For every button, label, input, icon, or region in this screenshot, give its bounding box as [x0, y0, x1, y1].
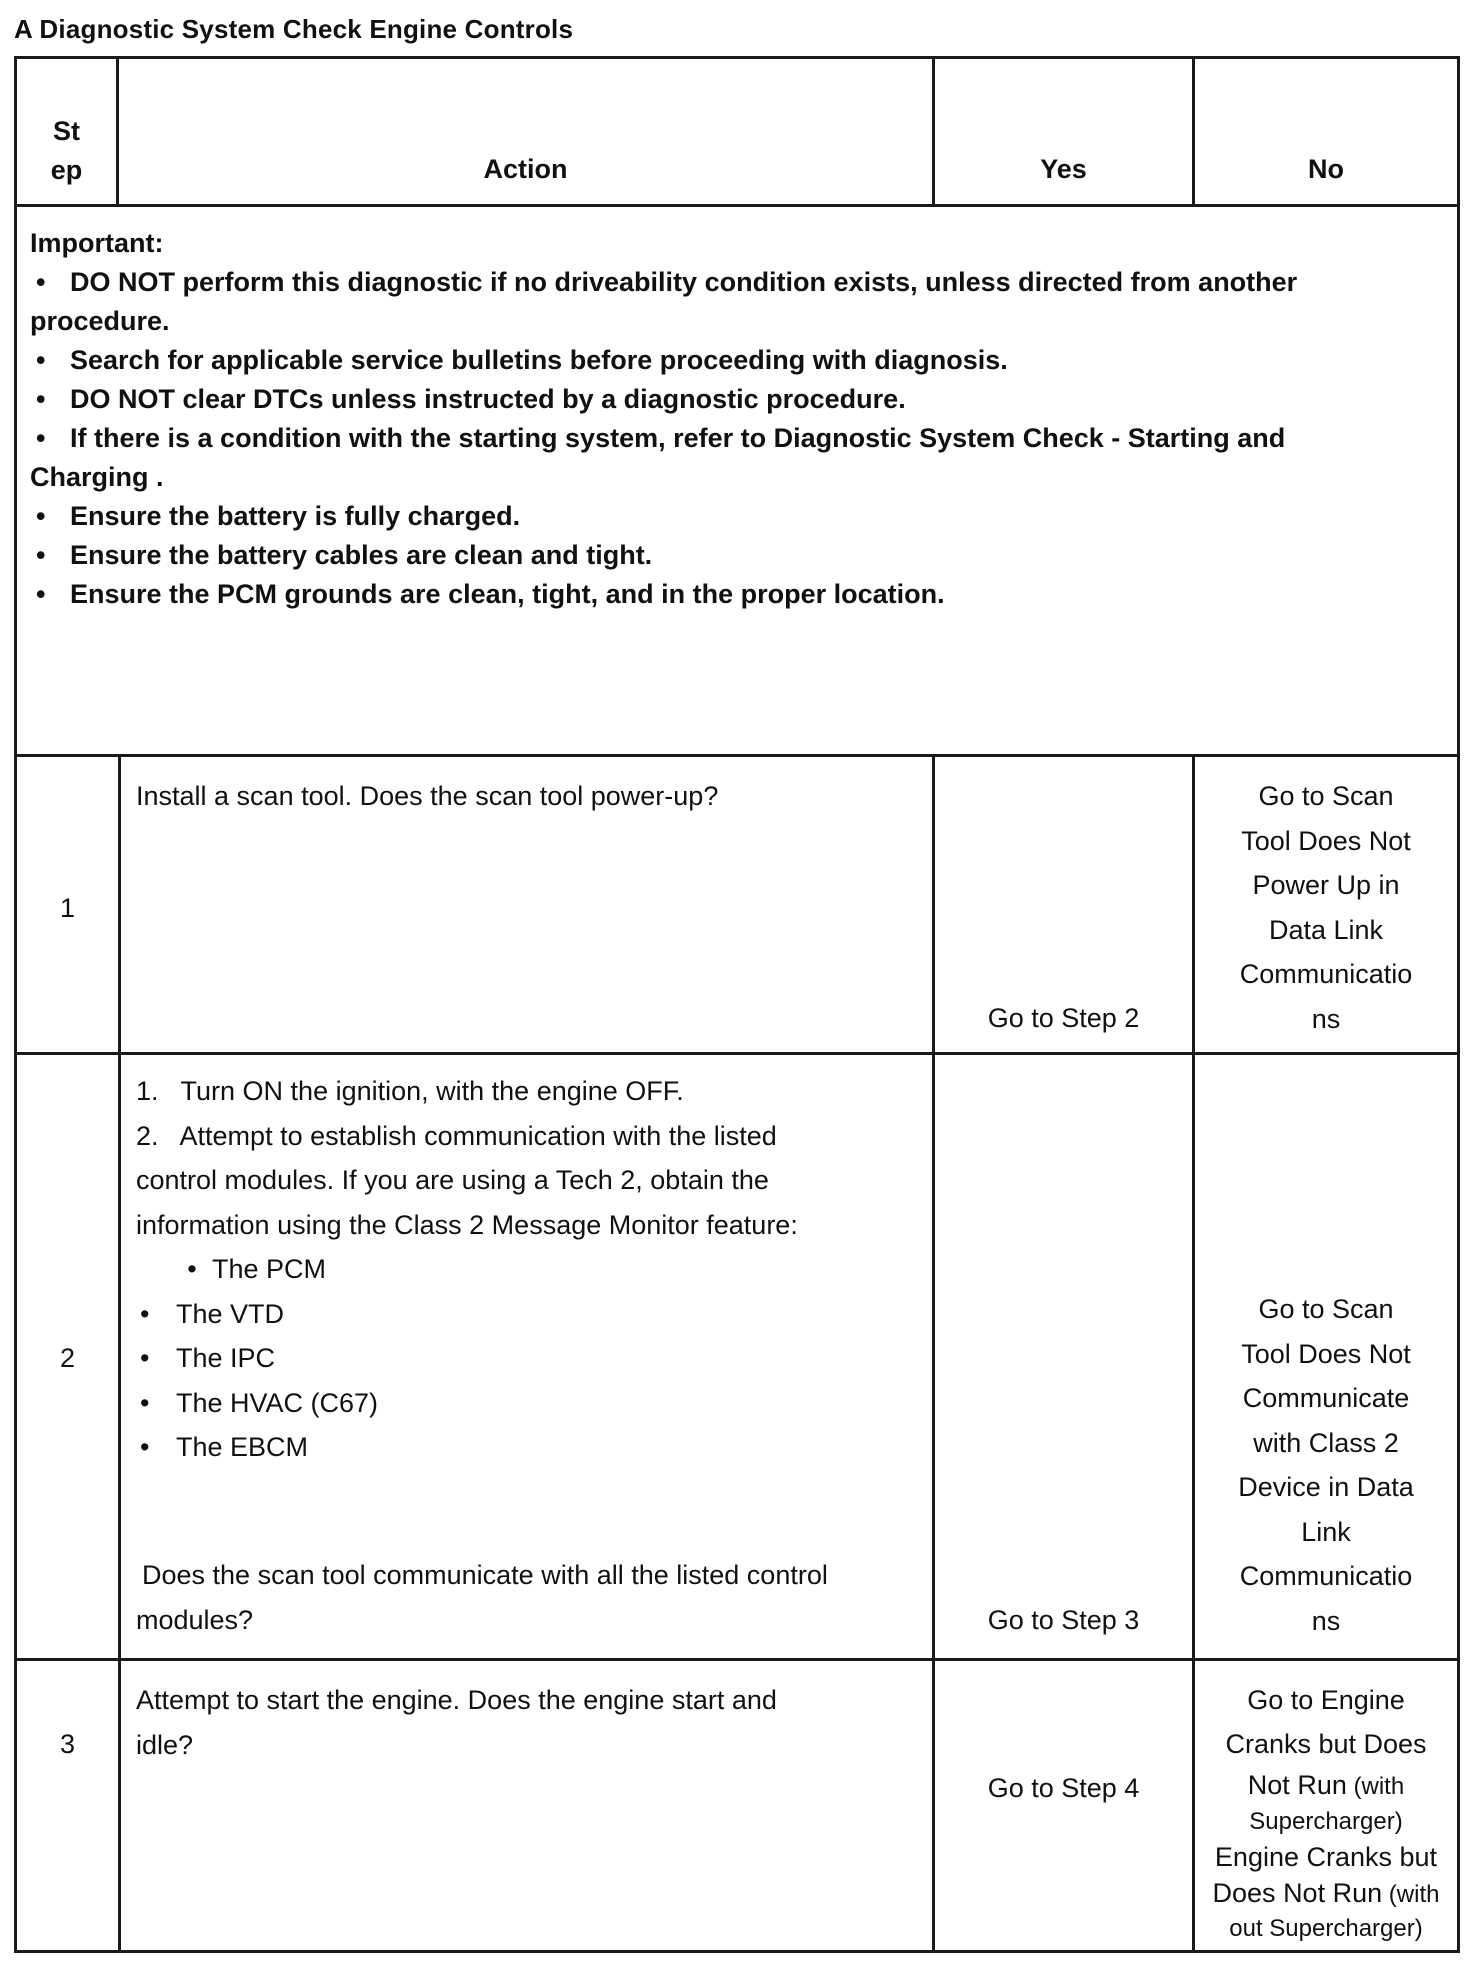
- row1-no: [1195, 774, 1457, 1041]
- module-item: [136, 1425, 930, 1470]
- module-hvac: The HVAC (C67): [176, 1387, 379, 1418]
- header-step: [17, 112, 116, 190]
- module-item: [136, 1247, 930, 1292]
- row2-no-line: Link: [1301, 1516, 1351, 1547]
- row3-action-line1: Attempt to start the engine. Does the engine start and: [136, 1685, 777, 1715]
- header-step-line1: St: [53, 116, 80, 146]
- bullet-mark: •: [36, 540, 46, 570]
- bullet-mark: •: [36, 267, 46, 297]
- important-bullet-4: [30, 419, 1450, 458]
- table-border-top: [14, 56, 1460, 59]
- important-bullet-1-cont: procedure.: [30, 306, 170, 336]
- row1-action: Install a scan tool. Does the scan tool power-up?: [136, 781, 719, 811]
- important-bullet-6-text: Ensure the battery cables are clean and tight.: [70, 540, 653, 570]
- bullet-mark: •: [140, 1343, 150, 1373]
- important-bullet-5-text: Ensure the battery is fully charged.: [70, 501, 521, 531]
- row3-no-line: [1195, 1766, 1457, 1806]
- bullet-mark: •: [36, 579, 46, 609]
- row1-no-line: Power Up in: [1252, 870, 1400, 900]
- bullet-mark: •: [140, 1387, 150, 1418]
- row2-action-line: information using the Class 2 Message Monitor feature:: [136, 1209, 798, 1240]
- row3-no: [1195, 1678, 1457, 1946]
- row3-no-line: Supercharger): [1249, 1808, 1403, 1835]
- row3-no-main: Not Run: [1247, 1770, 1347, 1800]
- important-bullet-4-text: If there is a condition with the starting system, refer to Diagnostic System Check - Starting and: [70, 423, 1286, 453]
- module-pcm: The PCM: [212, 1254, 327, 1284]
- row2-divider: [14, 1658, 1460, 1661]
- important-bullet-3: [30, 380, 1450, 419]
- important-bullet-1: [30, 263, 1450, 302]
- bullet-mark: •: [36, 423, 46, 453]
- important-bullet-5: [30, 497, 1450, 536]
- header-no: No: [1308, 154, 1344, 184]
- row2-no-line: Go to Scan: [1258, 1294, 1394, 1324]
- bullet-mark: •: [187, 1254, 197, 1284]
- row3-no-small: (with: [1346, 1773, 1405, 1800]
- row1-yes: Go to Step 2: [987, 1003, 1140, 1033]
- table-border-left: [14, 56, 17, 1953]
- row2-no-line: ns: [1311, 1605, 1341, 1636]
- row2-no-line: Tool Does Not: [1241, 1338, 1411, 1369]
- header-action: Action: [483, 154, 568, 184]
- module-vtd: The VTD: [176, 1298, 285, 1329]
- row2-step: 2: [59, 1343, 76, 1373]
- row1-no-line: ns: [1311, 1003, 1341, 1034]
- bullet-mark: •: [140, 1298, 150, 1329]
- row3-step: 3: [59, 1729, 76, 1759]
- row3-action: [136, 1678, 930, 1767]
- module-ipc: The IPC: [176, 1343, 276, 1373]
- important-notes: [30, 224, 1450, 614]
- bullet-mark: •: [36, 384, 46, 414]
- row2-no-line: with Class 2: [1253, 1427, 1399, 1458]
- row1-step: 1: [59, 893, 76, 923]
- important-bullet-7-text: Ensure the PCM grounds are clean, tight, and in the proper location.: [70, 579, 945, 609]
- important-bullet-3-text: DO NOT clear DTCs unless instructed by a diagnostic procedure.: [70, 384, 906, 414]
- row3-action-line2: idle?: [136, 1729, 194, 1760]
- row3-no-line: Cranks but Does: [1225, 1729, 1427, 1759]
- header-divider: [14, 204, 1460, 207]
- bullet-mark: •: [36, 501, 46, 531]
- row2-action-line: 1. Turn ON the ignition, with the engine OFF.: [136, 1076, 684, 1106]
- table-border-right: [1457, 56, 1460, 1953]
- row2-no-line: Communicate: [1242, 1383, 1410, 1413]
- module-item: [136, 1292, 930, 1337]
- row2-question: [136, 1553, 930, 1642]
- row3-no-line: Engine Cranks but: [1214, 1842, 1438, 1872]
- bullet-mark: •: [36, 345, 46, 375]
- row1-no-line: Tool Does Not: [1241, 825, 1411, 856]
- row3-no-line: [1195, 1876, 1457, 1912]
- important-label: Important:: [30, 228, 164, 258]
- table-border-bottom: [14, 1950, 1460, 1953]
- row2-question-line2: modules?: [136, 1604, 254, 1635]
- row2-yes: Go to Step 3: [987, 1605, 1140, 1635]
- page-title: A Diagnostic System Check Engine Controls: [14, 14, 574, 44]
- row2-action-line: 2. Attempt to establish communication with the listed: [136, 1120, 777, 1151]
- row2-no-line: Communicatio: [1239, 1561, 1413, 1591]
- header-step-line2: ep: [50, 155, 83, 185]
- important-bullet-2: [30, 341, 1450, 380]
- module-item: [136, 1381, 930, 1426]
- row3-no-line: out Supercharger): [1229, 1915, 1423, 1942]
- important-bullet-6: [30, 536, 1450, 575]
- module-ebcm: The EBCM: [176, 1432, 309, 1462]
- row2-question-line1: Does the scan tool communicate with all the listed control: [142, 1560, 828, 1590]
- row2-action: [136, 1069, 930, 1470]
- header-yes: Yes: [1040, 154, 1087, 184]
- row3-no-main: Does Not Run: [1212, 1878, 1383, 1908]
- row2-no-line: Device in Data: [1238, 1472, 1414, 1502]
- bullet-mark: •: [140, 1432, 150, 1462]
- important-bullet-7: [30, 575, 1450, 614]
- row3-no-small: (with: [1382, 1881, 1440, 1908]
- row3-yes: Go to Step 4: [987, 1773, 1140, 1803]
- row2-no: [1195, 1287, 1457, 1643]
- row1-no-line: Communicatio: [1239, 959, 1413, 989]
- row1-divider: [14, 1052, 1460, 1055]
- row1-no-line: Go to Scan: [1258, 781, 1394, 811]
- important-divider: [14, 754, 1460, 757]
- important-bullet-2-text: Search for applicable service bulletins before proceeding with diagnosis.: [70, 345, 1008, 375]
- important-bullet-1-text: DO NOT perform this diagnostic if no driveability condition exists, unless directed from another: [70, 267, 1298, 297]
- row1-no-line: Data Link: [1268, 914, 1384, 945]
- important-bullet-4-cont: Charging .: [30, 462, 164, 492]
- row2-action-line: control modules. If you are using a Tech 2, obtain the: [136, 1165, 769, 1195]
- col-divider-step: [118, 754, 121, 1953]
- row3-no-line: Go to Engine: [1247, 1685, 1405, 1715]
- module-item: [136, 1336, 930, 1381]
